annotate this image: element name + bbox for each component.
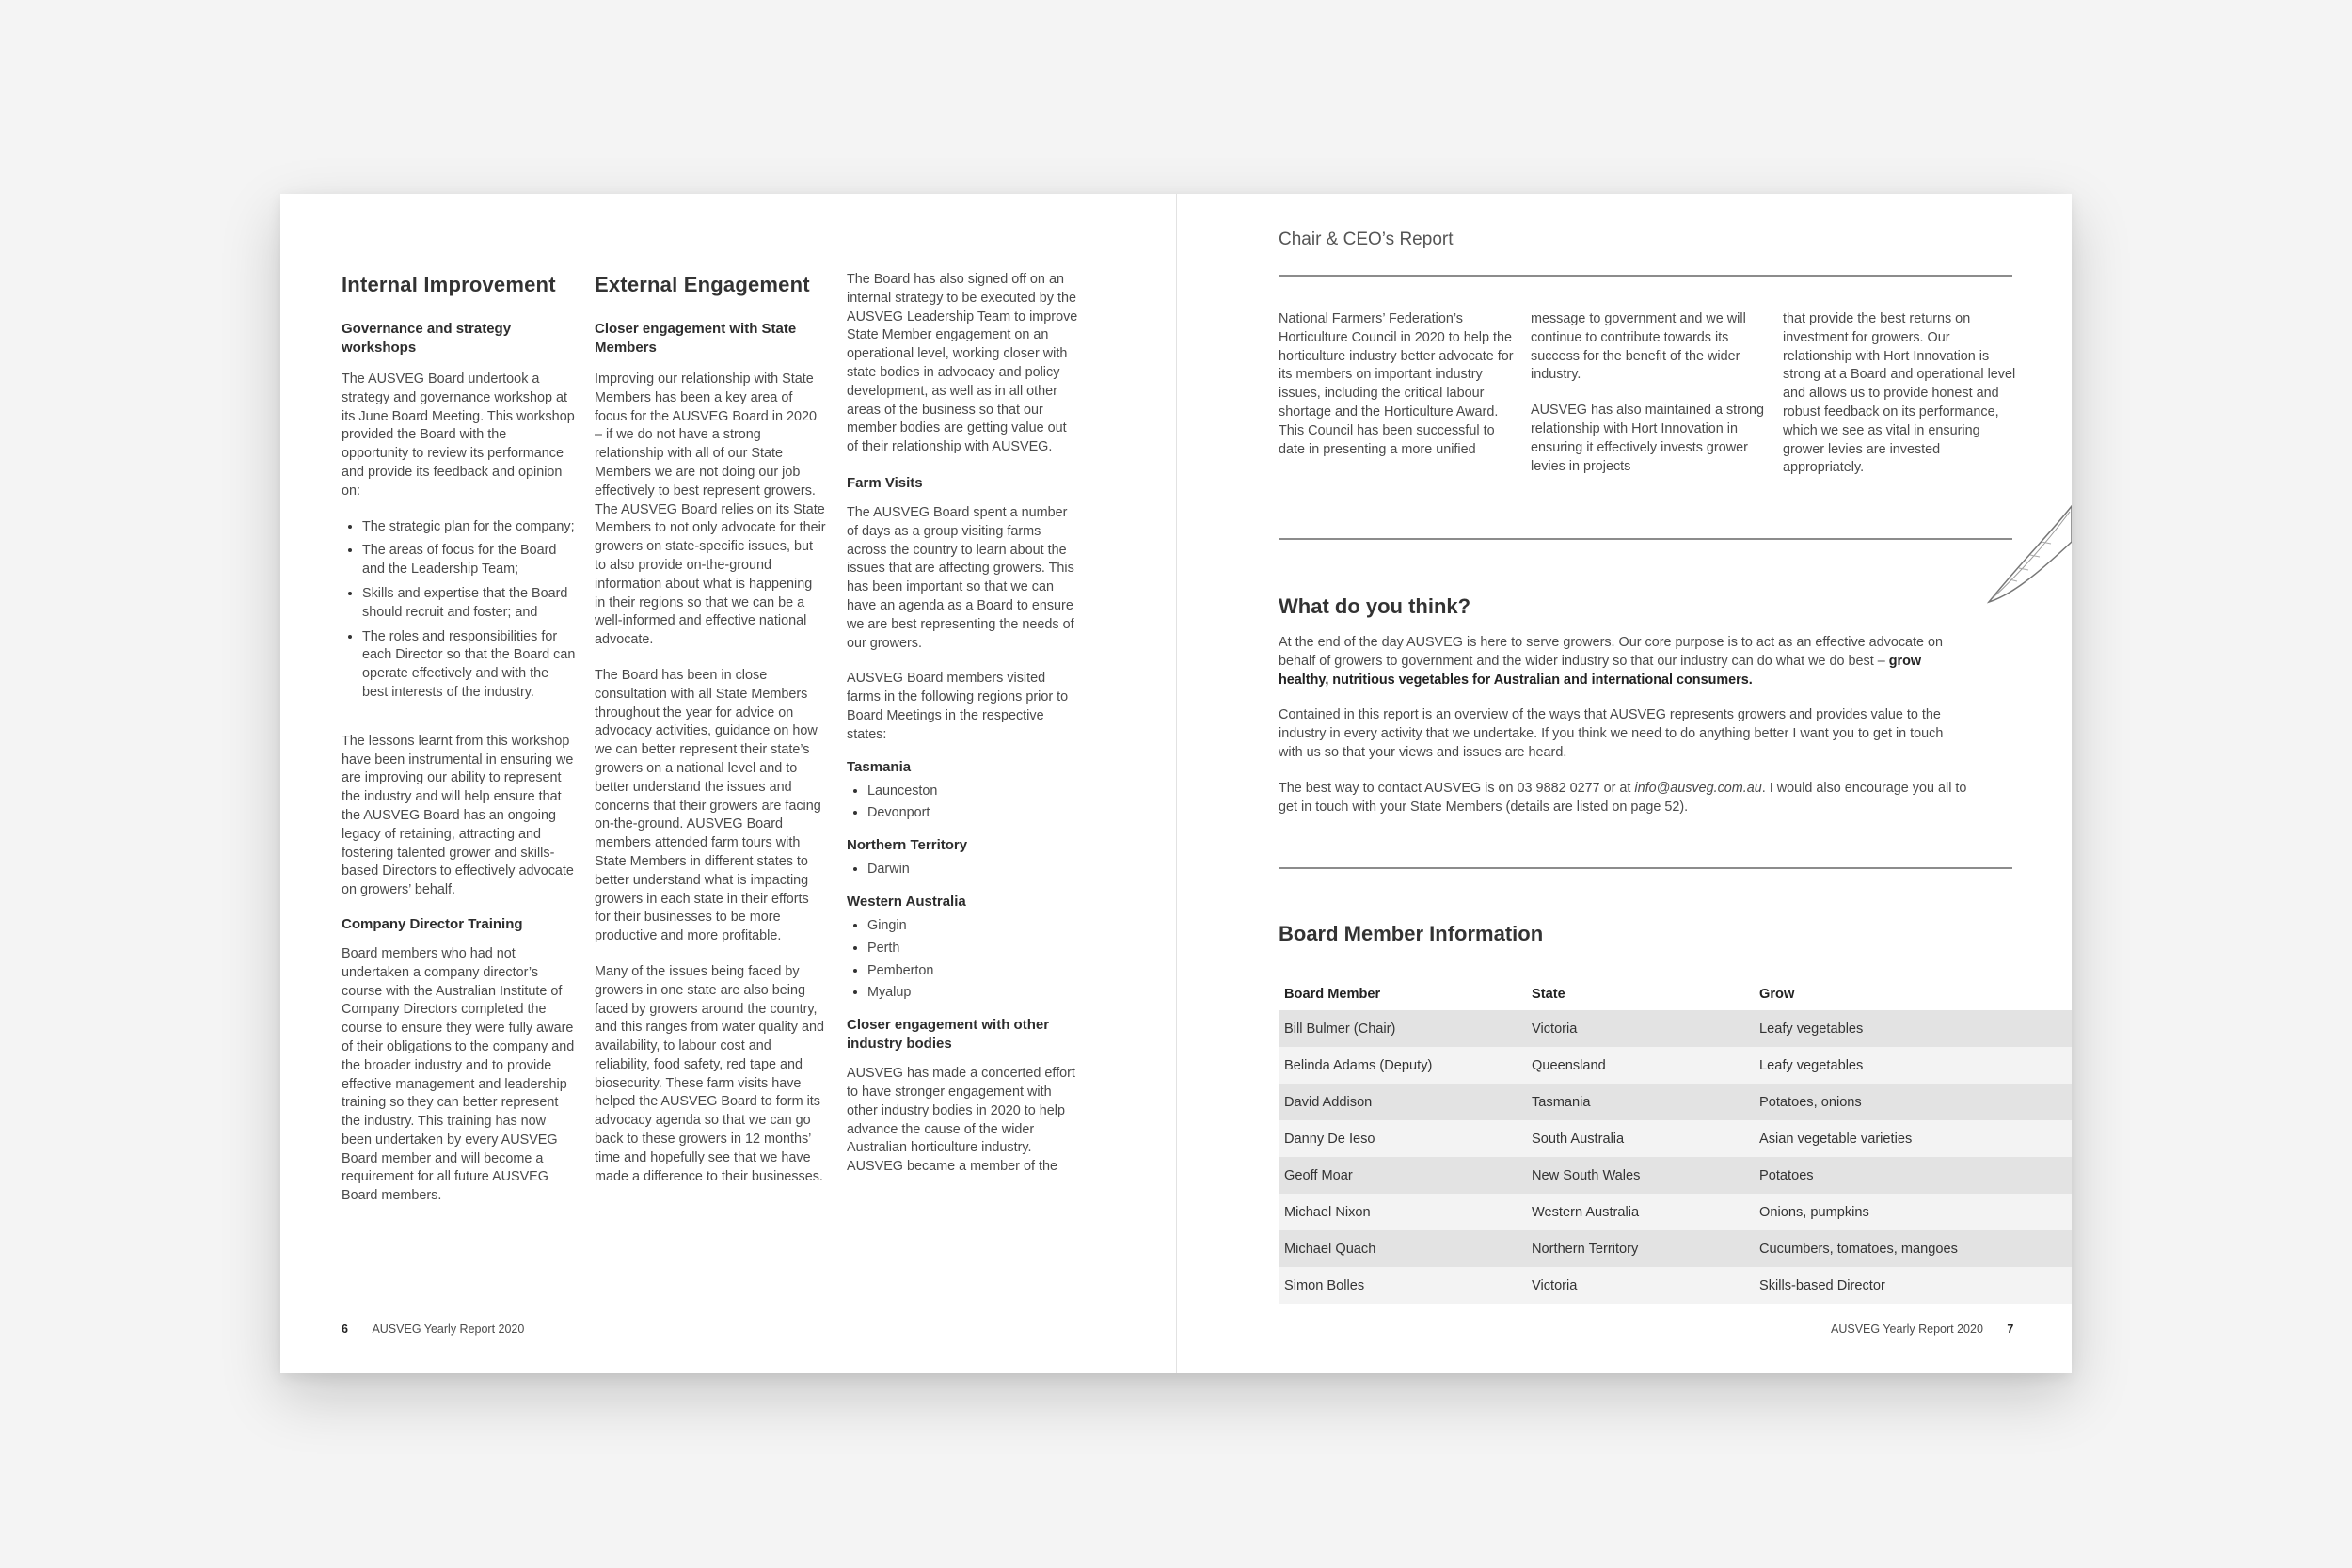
table-row [1279, 1157, 2072, 1194]
list-item: • Myalup [867, 984, 1080, 1003]
table-row [1279, 1084, 2072, 1120]
governance-paragraph: The AUSVEG Board undertook a strategy and governance workshop at its June Board Meeting. This workshop provided the Board with the opportunity to review its performance and provide its feedback and opinion on: [342, 372, 575, 499]
state-members-subheading: Closer engagement with State Members [595, 321, 797, 356]
farm-visits-subheading: Farm Visits [847, 474, 923, 491]
region-place-list [847, 917, 1080, 1003]
running-head: Chair & CEO’s Report [1279, 230, 1454, 249]
member-name-cell: Michael Nixon [1284, 1204, 1371, 1220]
right-footer-title: AUSVEG Yearly Report 2020 [1831, 1323, 1983, 1336]
grow-cell: Cucumbers, tomatoes, mangoes [1759, 1241, 1958, 1257]
report-spread [280, 194, 2072, 1373]
grow-cell: Leafy vegetables [1759, 1021, 1864, 1037]
regions-intro-paragraph: AUSVEG Board members visited farms in the following regions prior to Board Meetings in the respective states: [847, 671, 1069, 742]
list-item: • Perth [867, 940, 1080, 958]
government-message-paragraph: message to government and we will continue to contribute towards its success for the benefit of the wider industry. [1531, 311, 1746, 383]
internal-strategy-paragraph: The Board has also signed off on an internal strategy to be executed by the AUSVEG Leadership Team to improve State Member engagement on an operational level, working closer with state bodies in advocacy and policy development, as well as in all other areas of the business so that our member bodies are getting value out of their relationship with AUSVEG. [847, 272, 1078, 455]
grow-cell: Asian vegetable varieties [1759, 1131, 1913, 1147]
lessons-paragraph: The lessons learnt from this workshop have been instrumental in ensuring we are improving our ability to represent the industry and will help ensure that the AUSVEG Board has an ongoing legacy of retaining, attracting and fostering talented grower and skills-based Directors to effectively advocate on growers’ behalf. [342, 733, 574, 898]
director-training-paragraph: Board members who had not undertaken a company director’s course with the Australian Institute of Company Directors completed the course to ensure they were fully aware of their obligations to the company and the broader industry and to provide effective management and leadership training so they can better represent the industry. This training has now been undertaken by every AUSVEG Board member and will become a requirement for all future AUSVEG Board members. [342, 945, 575, 1204]
list-item: • Launceston [867, 783, 1080, 801]
column-header-board-member: Board Member [1284, 987, 1381, 1002]
returns-paragraph: that provide the best returns on investment for growers. Our relationship with Hort Innovation is strong at a Board and operational level and allows us to provide honest and robust feedback on its performance, which we see as vital in ensuring grower levies are invested appropriately. [1783, 311, 2016, 476]
list-item: • Skills and expertise that the Board should recruit and foster; and [362, 585, 577, 623]
list-item: • Pemberton [867, 962, 1080, 981]
member-name-cell: Geoff Moar [1284, 1167, 1353, 1183]
contact-text: The best way to contact AUSVEG is on 03 9882 0277 or at [1279, 780, 1631, 796]
member-name-cell: Michael Quach [1284, 1241, 1376, 1257]
hort-innovation-paragraph: AUSVEG has also maintained a strong relationship with Hort Innovation in ensuring it effectively invests grower levies in projects [1531, 403, 1764, 474]
board-member-heading: Board Member Information [1279, 922, 1544, 945]
middle-rule [1279, 538, 2012, 540]
state-cell: Queensland [1532, 1057, 1606, 1073]
page-spine [1176, 194, 1177, 1373]
contact-email-link[interactable]: info@ausveg.com.au [1634, 780, 1762, 796]
contact-paragraph [1279, 780, 1970, 817]
state-cell: South Australia [1532, 1131, 1625, 1147]
left-column-2 [595, 273, 826, 1201]
core-purpose-paragraph [1279, 634, 1970, 689]
overview-paragraph: Contained in this report is an overview of the ways that AUSVEG represents growers and provides value to the industry in every activity that we undertake. If you think we need to do anything better I want you to get in touch with us so that your views and issues are heard. [1279, 707, 1944, 760]
table-body [1279, 1010, 2072, 1304]
member-name-cell: Simon Bolles [1284, 1277, 1365, 1293]
state-cell: Western Australia [1532, 1204, 1640, 1220]
board-member-table [1279, 978, 2072, 1304]
what-do-you-think-heading: What do you think? [1279, 594, 1471, 618]
contact-text-end: . I would also encourage you all to get in touch with your State Members (details are listed on page 52). [1279, 780, 1967, 815]
member-name-cell: David Addison [1284, 1094, 1373, 1110]
member-name-cell: Danny De Ieso [1284, 1131, 1375, 1147]
left-footer-title: AUSVEG Yearly Report 2020 [372, 1323, 525, 1336]
external-engagement-heading: External Engagement [595, 273, 810, 296]
state-members-paragraph: Improving our relationship with State Members has been a key area of focus for the AUSVEG Board in 2020 – if we do not have a strong relationship with all of our State Members we are not doing our job effectively to best represent growers. The AUSVEG Board relies on its State Members to not only advocate for their growers on state-specific issues, but to also provide on-the-ground information about what is happening in their regions so that we can be a well-informed and effective national advocate. [595, 372, 826, 648]
issues-paragraph: Many of the issues being faced by growers in one state are also being faced by growers around the country, and this ranges from water quality and availability, to labour cost and reliability, food safety, red tape and biosecurity. These farm visits have helped the AUSVEG Board to form its advocacy agenda so that we can go back to these growers in 12 months’ time and hopefully see that we have made a difference to their businesses. [595, 963, 824, 1184]
table-row [1279, 1267, 2072, 1304]
consultation-paragraph: The Board has been in close consultation with all State Members throughout the year for advice on advocacy activities, guidance on how we can better represent their state’s growers on a national level and to better understand the issues and concerns that their growers are facing on-the-ground. AUSVEG Board members attended farm tours with State Members in different states to better understand what is impacting growers in each state in their efforts for their businesses to be more productive and more profitable. [595, 667, 821, 944]
column-header-grow: Grow [1759, 987, 1795, 1002]
left-footer [342, 1323, 524, 1336]
governance-bullet-list [342, 518, 577, 703]
table-row [1279, 1010, 2072, 1047]
list-item: • The strategic plan for the company; [362, 518, 577, 537]
core-purpose-text: At the end of the day AUSVEG is here to serve growers. Our core purpose is to act as an effective advocate on behalf of growers to government and the wider industry so that our industry can do what we do best – [1279, 635, 1944, 669]
region-state-heading: Northern Territory [847, 837, 968, 854]
region-state-heading: Tasmania [847, 758, 912, 775]
regions-list [847, 758, 1080, 1004]
state-cell: Tasmania [1532, 1094, 1591, 1110]
hort-council-paragraph: National Farmers’ Federation’s Horticulture Council in 2020 to help the horticulture industry better advocate for its members on important industry issues, including the critical labour shortage and the Horticulture Award. This Council has been successful to date in presenting a more unified [1279, 311, 1514, 457]
leaf-illustration [1985, 504, 2072, 608]
grow-cell: Potatoes, onions [1759, 1094, 1862, 1110]
director-training-subheading: Company Director Training [342, 915, 523, 932]
list-item: • Darwin [867, 861, 1080, 879]
list-item: • The roles and responsibilities for each Director so that the Board can operate effectively and with the best interests of the industry. [362, 628, 577, 703]
farm-visits-paragraph: The AUSVEG Board spent a number of days as a group visiting farms across the country to learn about the issues that are affecting growers. This has been important so that we can have an agenda as a Board to ensure we are best representing the needs of our growers. [847, 504, 1074, 651]
governance-subheading: Governance and strategy workshops [342, 321, 512, 356]
left-column-1 [342, 273, 577, 1221]
state-cell: Victoria [1532, 1021, 1578, 1037]
left-column-3 [847, 271, 1080, 1192]
grow-cell: Skills-based Director [1759, 1277, 1885, 1293]
what-do-you-think-body [1279, 634, 1970, 833]
grow-cell: Leafy vegetables [1759, 1057, 1864, 1073]
state-cell: New South Wales [1532, 1167, 1641, 1183]
top-rule [1279, 275, 2012, 277]
left-page-number: 6 [342, 1323, 348, 1336]
list-item: • Devonport [867, 804, 1080, 823]
state-cell: Victoria [1532, 1277, 1578, 1293]
region-place-list [847, 861, 1080, 879]
internal-improvement-heading: Internal Improvement [342, 273, 556, 296]
region-state-heading: Western Australia [847, 893, 966, 910]
table-row [1279, 1194, 2072, 1230]
right-top-column-1 [1279, 310, 1514, 476]
right-footer [1831, 1323, 2013, 1336]
lower-rule [1279, 867, 2012, 869]
industry-bodies-subheading: Closer engagement with other industry bodies [847, 1017, 1050, 1053]
member-name-cell: Belinda Adams (Deputy) [1284, 1057, 1433, 1073]
table-header-row [1279, 978, 2072, 1010]
table-row [1279, 1230, 2072, 1267]
table-row [1279, 1047, 2072, 1084]
column-header-state: State [1532, 987, 1565, 1002]
member-name-cell: Bill Bulmer (Chair) [1284, 1021, 1396, 1037]
state-cell: Northern Territory [1532, 1241, 1639, 1257]
grow-cell: Onions, pumpkins [1759, 1204, 1869, 1220]
list-item: • The areas of focus for the Board and the Leadership Team; [362, 542, 577, 579]
grow-cell: Potatoes [1759, 1167, 1814, 1183]
right-top-column-2 [1531, 310, 1766, 493]
region-place-list [847, 783, 1080, 824]
table-row [1279, 1120, 2072, 1157]
list-item: • Gingin [867, 917, 1080, 936]
industry-bodies-paragraph: AUSVEG has made a concerted effort to have stronger engagement with other industry bodies in 2020 to help advance the cause of the wider Australian horticulture industry. AUSVEG became a member of the [847, 1066, 1075, 1175]
right-top-column-3 [1783, 310, 2018, 495]
right-page-number: 7 [2007, 1323, 2014, 1336]
core-purpose-emphasis: grow healthy, nutritious vegetables for Australian and international consumers. [1279, 653, 1922, 688]
